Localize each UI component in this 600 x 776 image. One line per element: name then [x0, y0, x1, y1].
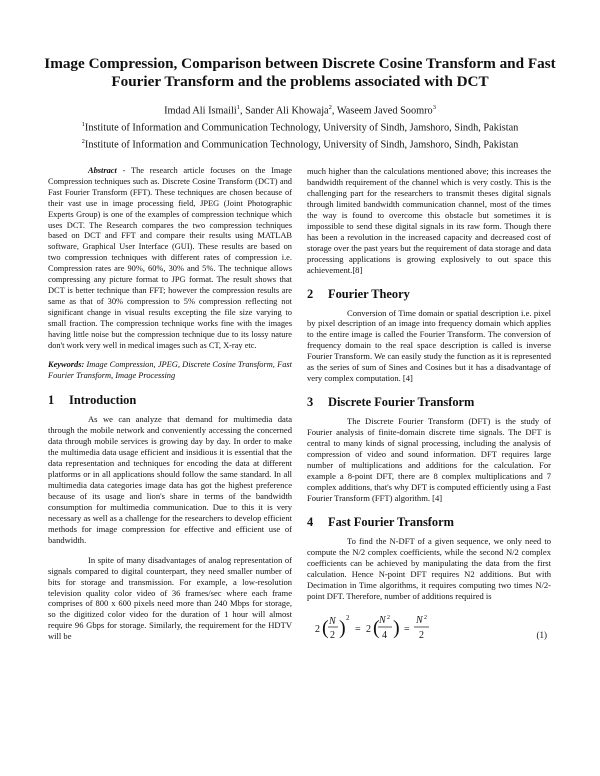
svg-text:4: 4: [382, 629, 387, 641]
author-2-sup: 2: [328, 104, 332, 111]
author-block: [40, 101, 560, 152]
section-heading-introduction: [48, 393, 292, 408]
affiliation-1-sup: 1: [81, 120, 85, 128]
equation-number: (1): [536, 629, 547, 640]
affiliation-2-text: Institute of Information and Communication Technology, University of Sindh, Jamshoro, Sindh, Pakistan: [84, 139, 519, 151]
section-title: Introduction: [69, 393, 137, 408]
intro-paragraph-1: As we can analyze that demand for multimedia data through the mobile network and conveniently accessing the concerned data through mobile services is growing day by day. In order to make the multimedia data usage efficient and insidious it is essential that the data representation and techniques for encoding the data at different platforms or in all applications should follow the same standard. In all multimedia data categories image data has got the highest preference because of its usage and lion's share in terms of the bandwidth consumption for multimedia communication. Due to this it is very necessary as well as a challenge for the researchers to develop efficient methods for image compression for effective and efficient use of bandwidth.: [48, 414, 292, 545]
svg-text:=: =: [355, 623, 361, 635]
intro-paragraph-3: much higher than the calculations mentioned above; this increases the bandwidth requirement of the channel which is very costly. This is the challenging part for the researchers to transmit theses digital signals through limited bandwidth communication channel, most of the times the way is found to overcome this obstacle but sometimes it is impossible to send these digital signals in its raw form. Though there has been a revolution in the increased capacity and decreased cost of storage over the past years but the requirement of data storage and data processing applications is growing explosively to out space this achievement.[8]: [307, 166, 551, 275]
section-number: 1: [48, 393, 55, 408]
paper-title: Image Compression, Comparison between Discrete Cosine Transform and Fast Fourier Transform and the problems associated with DCT: [44, 55, 556, 90]
author-line: Imdad Ali Ismaili$^1$, Sander Ali Khowaja$^2$, Waseem Javed Soomro$^3$: [164, 104, 436, 117]
keywords-text: Image Compression, JPEG, Discrete Cosine Transform, Fast Fourier Transform, Image Processing: [48, 360, 292, 381]
author-2: Sander Ali Khowaja: [245, 105, 329, 117]
author-1-sup: 1: [236, 104, 240, 111]
equation-formula: [315, 612, 435, 646]
svg-text:N: N: [416, 614, 423, 626]
dft-paragraph: The Discrete Fourier Transform (DFT) is the study of Fourier analysis of finite-domain discrete time signals. The DFT is central to many kinds of signal processing, including the analysis of compression of video and sound information. DFT requires large number of multiplications and additions for the calculation. For example a 8-point DFT, there are 8 complex multiplications and 7 complex additions, that's why DFT is computed efficiently using a Fast Fourier Transform (FFT) algorithm. [4]: [307, 416, 551, 503]
fourier-paragraph: Conversion of Time domain or spatial description i.e. pixel by pixel description of an image into frequency domain which applies to the entire image is called the Fourier Transform. The conversion of frequency domain to the real space description is called is inverse Fourier Transform. We can easily study the function as it is represented as the series of sum of Sines and Cosines but it has a disadvantage of very complex computation. [4]: [307, 307, 551, 384]
equation-1: [307, 610, 551, 646]
right-column: [307, 166, 551, 646]
keywords: [48, 360, 292, 382]
svg-text:(: (: [373, 616, 380, 639]
svg-text:=: =: [404, 623, 410, 635]
svg-text:2: 2: [387, 614, 390, 621]
svg-text:): ): [393, 616, 400, 639]
left-column: [48, 166, 292, 642]
svg-text:N: N: [379, 614, 386, 626]
svg-text:2: 2: [419, 629, 424, 641]
author-3-sup: 3: [432, 104, 436, 111]
section-heading-dft: [307, 395, 551, 410]
section-heading-fourier: [307, 287, 551, 302]
section-heading-fft: [307, 515, 551, 530]
affiliation-1: [40, 118, 560, 135]
abstract-label: Abstract: [88, 166, 117, 175]
section-number: 4: [307, 514, 314, 529]
section-number: 3: [307, 395, 314, 410]
svg-text:(: (: [322, 616, 329, 639]
section-title: Fourier Theory: [328, 286, 410, 301]
abstract-text: - The research article focuses on the Image Compression techniques such as. Discrete Cosine Transform (DCT) and Fast Fourier Transform (FFT). These techniques are chosen because of their vast use in image processing field, JPEG (Joint Photographic Experts Group) is one of the examples of compression technique which uses DCT. The Research compares the two compression techniques based on DCT and FFT and compare their results using MATLAB software, Graphical User Interface (GUI). These results are based on two compression techniques with different rates of compression i.e. Compression rates are 90%, 60%, 30% and 5%. The technique allows compressing any picture format to JPG format. The result shows that DCT is better technique than FFT; however the compression results are same as that of 30% compression to 5% compression reflecting not significant change in visual results excepting the file size varying to small fraction. The compression technique works fine with the images having little noise but the compression technique due to its lossy nature don't work very well in medical images such as CT, X-ray etc.: [48, 166, 292, 350]
svg-text:2: 2: [346, 613, 350, 622]
svg-text:2: 2: [330, 629, 335, 641]
svg-text:2: 2: [366, 623, 371, 635]
section-number: 2: [307, 286, 314, 301]
svg-text:2: 2: [315, 623, 320, 635]
affiliation-2: [40, 135, 560, 152]
author-1: Imdad Ali Ismaili: [164, 105, 237, 117]
affiliation-2-sup: 2: [81, 137, 85, 145]
fft-paragraph: To find the N-DFT of a given sequence, we only need to compute the N/2 complex coefficients, while the second N/2 complex coefficients can be achieved by manipulating the data from the first calculation. Hence N-point DFT requires N2 additions. But with Decimation in Time algorithms, it requires computing two times N/2-point DFT. Therefore, number of additions required is: [307, 535, 551, 601]
intro-paragraph-2: In spite of many disadvantages of analog representation of signals compared to digital counterpart, they need smaller number of bits for storage and transmission. For example, a low-resolution television quality color video of 36 frames/sec where each frame comprises of 800 x 600 pixels need more than 240 Mbps for storage, so the digitized color video for the duration of 1 hour will almost require 96 Gbps for storage. Similarly, the requirement for the HDTV will be: [48, 554, 292, 642]
section-title: Fast Fourier Transform: [328, 514, 454, 529]
author-3: Waseem Javed Soomro: [336, 105, 433, 117]
svg-text:2: 2: [424, 614, 427, 621]
section-title: Discrete Fourier Transform: [328, 395, 475, 410]
affiliation-1-text: Institute of Information and Communication Technology, University of Sindh, Jamshoro, Sindh, Pakistan: [84, 122, 519, 134]
abstract: [48, 166, 292, 351]
keywords-label: Keywords:: [48, 360, 85, 370]
svg-text:N: N: [329, 615, 336, 627]
svg-text:): ): [339, 616, 346, 639]
